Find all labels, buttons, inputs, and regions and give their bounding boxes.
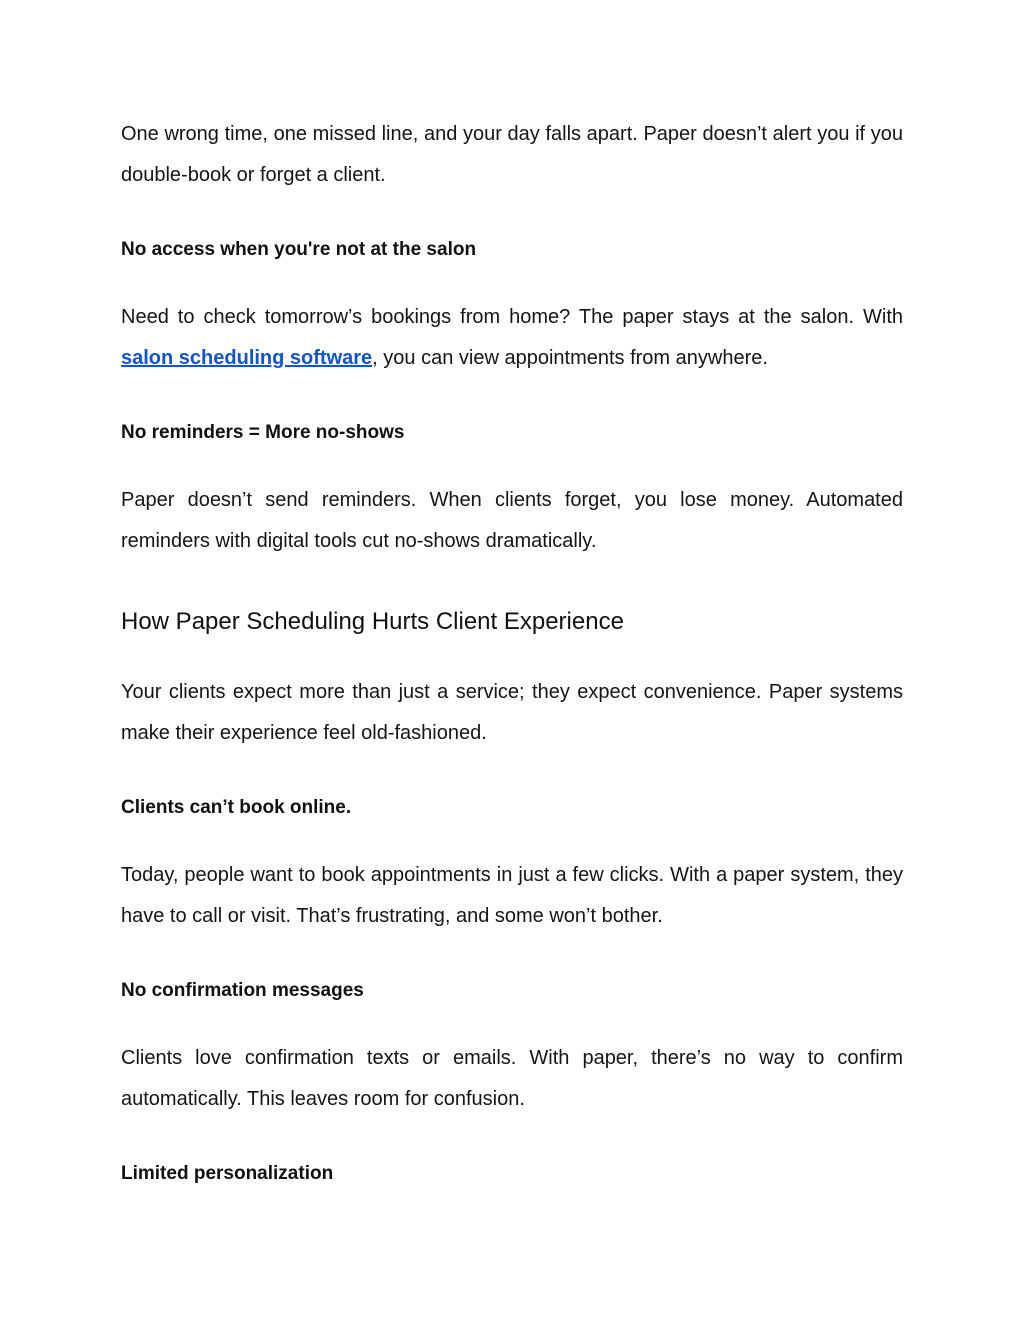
paragraph-no-online-booking: Today, people want to book appointments in just a few clicks. With a paper system, they have to call or visit. That’s frustrating, and some won’t bother. — [121, 864, 903, 927]
paragraph-paper-errors: One wrong time, one missed line, and your day falls apart. Paper doesn’t alert you if you double-book or forget a client. — [121, 123, 903, 186]
subheading-no-access: No access when you're not at the salon — [121, 239, 477, 260]
paragraph-no-reminders: Paper doesn’t send reminders. When clients forget, you lose money. Automated reminders with digital tools cut no-shows dramatically. — [121, 489, 903, 552]
paragraph-no-access — [121, 297, 903, 379]
paragraph-no-confirmation: Clients love confirmation texts or emails. With paper, there’s no way to confirm automatically. This leaves room for confusion. — [121, 1047, 903, 1110]
section-title: How Paper Scheduling Hurts Client Experience — [121, 608, 624, 635]
subheading-no-online-booking: Clients can’t book online. — [121, 797, 352, 818]
subheading-no-confirmation: No confirmation messages — [121, 980, 364, 1001]
paragraph-text: Need to check tomorrow’s bookings from home? The paper stays at the salon. With — [121, 306, 903, 328]
subheading-limited-personalization: Limited personalization — [121, 1163, 334, 1184]
paragraph-text: , you can view appointments from anywhere. — [372, 347, 768, 369]
subheading-no-reminders: No reminders = More no-shows — [121, 422, 405, 443]
paragraph-client-expectations: Your clients expect more than just a service; they expect convenience. Paper systems make their experience feel old-fashioned. — [121, 681, 903, 744]
salon-scheduling-software-link[interactable]: salon scheduling software — [121, 347, 373, 369]
document-page — [121, 114, 903, 1188]
